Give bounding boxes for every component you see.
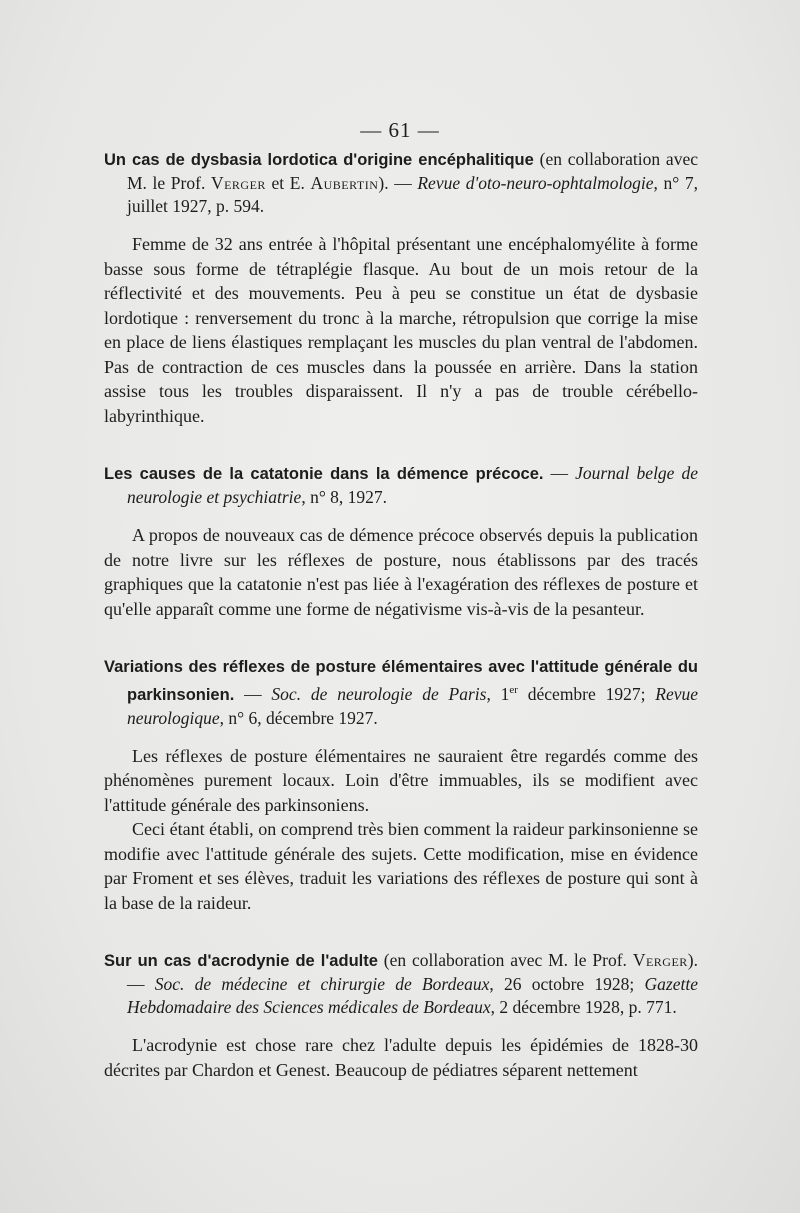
ref-text: ). —	[378, 173, 418, 193]
entry-title: Sur un cas d'acrodynie de l'adulte	[104, 952, 378, 971]
ref-text: ). —	[127, 950, 698, 995]
ref-text: , 2 décembre 1928, p. 771.	[490, 997, 677, 1018]
ref-text: , n° 6, décembre 1927.	[219, 707, 378, 728]
ref-text: (en collaboration avec M. le Prof.	[377, 950, 633, 971]
entry-title: Variations des réflexes de posture élémentaires avec l'attitude générale du parkinsonien.	[104, 658, 698, 704]
entry-paragraph: Ceci étant établi, on comprend très bien comment la raideur parkinsonienne se modifie avec l'attitude générale des sujets. Cette modification, mise en évidence par Froment et ses élèves, traduit les variations des réflexes de posture qui sont à la base de la raideur.	[104, 819, 698, 913]
journal-name: Soc. de médecine et chirurgie de Bordeaux	[154, 974, 490, 995]
entry-reference	[104, 655, 698, 730]
bibliography-entry	[104, 462, 698, 621]
ref-text: , n° 8, 1927.	[301, 487, 388, 507]
journal-name: Journal belge de neurologie et psychiatrie	[127, 463, 699, 507]
journal-name: Revue d'oto-neuro-ophtalmologie	[417, 173, 654, 193]
journal-name: Revue neurologique	[127, 683, 699, 728]
ref-text: (en collaboration avec M. le Prof.	[127, 149, 698, 193]
entry-reference	[104, 148, 698, 218]
bibliography-entry	[104, 148, 698, 428]
bibliography-entry	[104, 655, 698, 915]
page-number: — 61 —	[360, 118, 440, 142]
page-content	[104, 148, 698, 1116]
ref-text: , 1	[486, 683, 510, 704]
entry-paragraph: A propos de nouveaux cas de démence précoce observés depuis la publication de notre livre sur les réflexes de posture, nous établissons par des tracés graphiques que la catatonie n'est pas liée à l'exagération des réflexes de posture et qu'elle apparaît comme une forme de négativisme vis-à-vis de la pesanteur.	[104, 525, 698, 619]
author-name: Verger	[632, 950, 688, 971]
author-name: Aubertin	[310, 173, 379, 193]
ref-text: décembre 1927;	[517, 683, 656, 704]
author-name: Verger	[210, 173, 266, 193]
entry-paragraph: Les réflexes de posture élémentaires ne sauraient être regardés comme des phénomènes purement locaux. Loin d'être immuables, ils se modifient avec l'attitude générale des parkinsoniens.	[104, 745, 698, 815]
ref-text: , 26 octobre 1928;	[489, 974, 645, 995]
entry-paragraph: L'acrodynie est chose rare chez l'adulte depuis les épidémies de 1828-30 décrites par Chardon et Genest. Beaucoup de pédiatres séparent nettement	[104, 1035, 698, 1080]
ref-superscript: er	[509, 684, 518, 696]
entry-reference	[104, 462, 698, 509]
ref-text: et E.	[265, 173, 311, 193]
ref-text: —	[234, 683, 272, 704]
entry-title: Un cas de dysbasia lordotica d'origine encéphalitique	[104, 151, 534, 169]
bibliography-entry	[104, 949, 698, 1082]
entry-title: Les causes de la catatonie dans la démence précoce.	[104, 465, 544, 483]
entry-paragraph: Femme de 32 ans entrée à l'hôpital présentant une encéphalomyélite à forme basse sous forme de tétraplégie flasque. Au bout de un mois retour de la réflectivité et des mouvements. Peu à peu se constitue un état de dysbasie lordotique : renversement du tronc à la marche, rétropulsion que corrige la mise en place de liens élastiques remplaçant les muscles du plan ventral de l'abdomen. Pas de contraction de ces muscles dans la poussée en arrière. Dans la station assise tous les troubles disparaissent. Il n'y a pas de trouble cérébello-labyrinthique.	[104, 234, 698, 426]
ref-text: —	[543, 463, 576, 483]
ref-text: , n° 7, juillet 1927, p. 594.	[127, 173, 699, 216]
entry-reference	[104, 949, 698, 1019]
journal-name: Gazette Hebdomadaire des Sciences médicales de Bordeaux	[127, 974, 698, 1018]
journal-name: Soc. de neurologie de Paris	[271, 683, 487, 704]
